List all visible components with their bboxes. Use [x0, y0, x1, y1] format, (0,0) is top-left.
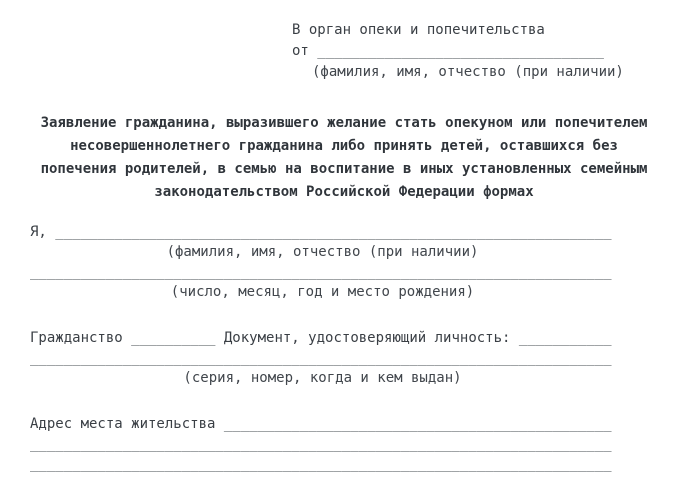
from-blank-field: __________________________________	[317, 43, 604, 59]
title-line-4: законодательством Российской Федерации формах	[154, 184, 534, 200]
identity-doc-details-blank-field: _____________________________________________________________________	[30, 350, 612, 366]
citizenship-group	[30, 328, 670, 348]
birth-caption: (число, месяц, год и место рождения)	[170, 284, 475, 300]
title-line-3: попечения родителей, в семью на воспитание в иных установленных семейным	[40, 161, 648, 177]
identity-doc-line	[30, 348, 670, 368]
full-name-label: Я,	[30, 224, 56, 240]
identity-doc-label: Документ, удостоверяющий личность:	[215, 330, 519, 346]
full-name-blank-field: __________________________________________________________________	[55, 224, 612, 240]
birth-group	[30, 262, 670, 302]
address-extra-line-2	[30, 454, 670, 474]
citizenship-label: Гражданство	[30, 330, 132, 346]
title-line-2: несовершеннолетнего гражданина либо принять детей, оставшихся без	[70, 138, 618, 154]
form-title	[18, 112, 670, 204]
form-header	[292, 20, 670, 83]
birth-blank-field: _____________________________________________________________________	[30, 264, 612, 280]
birth-line	[30, 262, 670, 282]
citizenship-line	[30, 328, 670, 348]
address-extra-blank-field-1: _____________________________________________________________________	[30, 436, 612, 452]
address-extra-blank-field-2: _____________________________________________________________________	[30, 456, 612, 472]
citizenship-blank-field: __________	[131, 330, 216, 346]
full-name-line	[30, 222, 670, 242]
address-blank-field: ______________________________________________	[223, 416, 612, 432]
full-name-caption: (фамилия, имя, отчество (при наличии)	[166, 244, 479, 260]
address-line	[30, 414, 670, 434]
from-line	[292, 41, 670, 62]
full-name-group	[30, 222, 670, 262]
from-label: от	[292, 43, 318, 59]
identity-doc-caption: (серия, номер, когда и кем выдан)	[183, 370, 462, 386]
identity-doc-group	[30, 348, 670, 388]
addressee-line: В орган опеки и попечительства	[292, 22, 545, 38]
address-extra-line-1	[30, 434, 670, 454]
from-caption: (фамилия, имя, отчество (при наличии)	[312, 64, 624, 80]
title-line-1: Заявление гражданина, выразившего желание стать опекуном или попечителем	[40, 115, 648, 131]
address-group	[30, 414, 670, 474]
address-label: Адрес места жительства	[30, 416, 224, 432]
identity-doc-blank-field: ___________	[518, 330, 612, 346]
